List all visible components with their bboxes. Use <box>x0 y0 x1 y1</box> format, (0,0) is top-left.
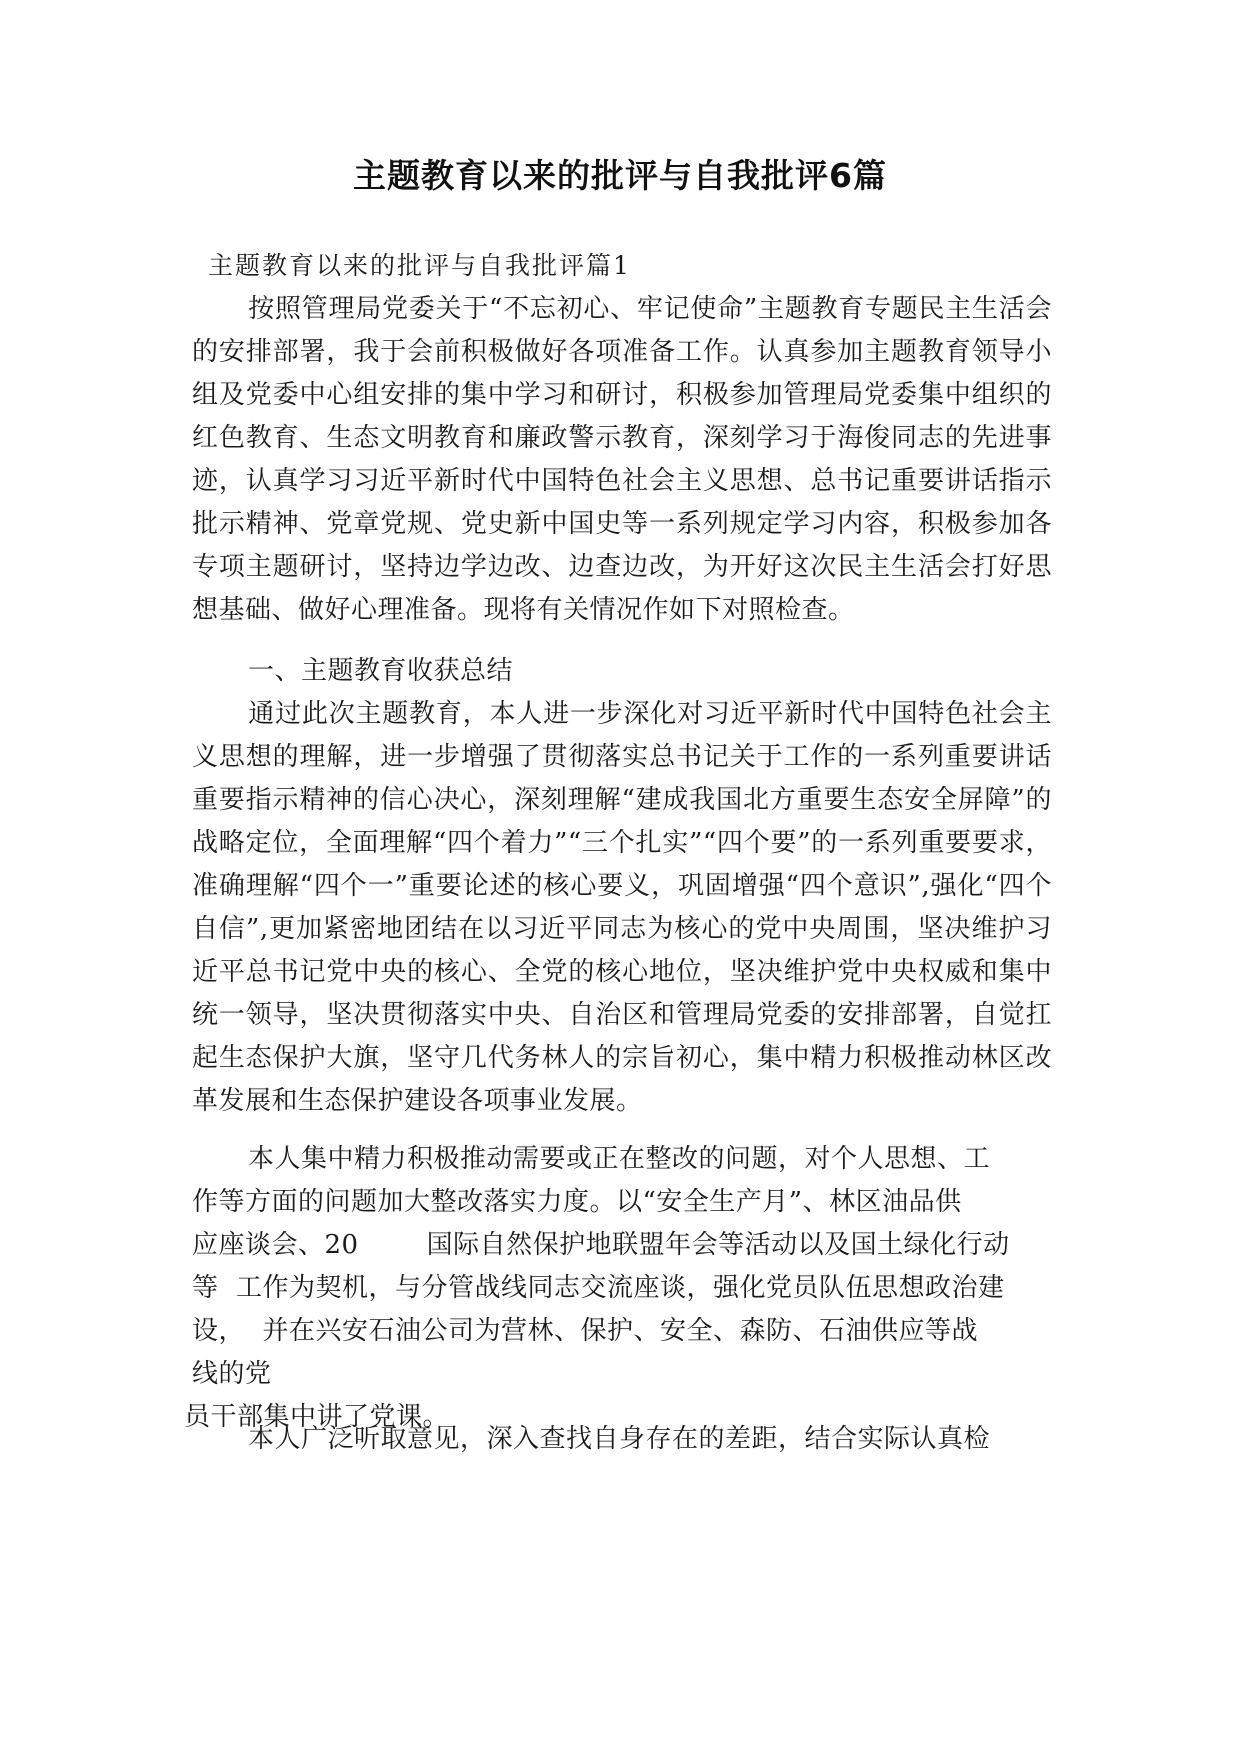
paragraph-4-text: 本人广泛听取意见，深入查找自身存在的差距，结合实际认真检 <box>248 1424 991 1454</box>
paragraph-3-line-3b: 国际自然保护地联盟年会等活动以及国土绿化行动 <box>426 1230 1010 1260</box>
section-subtitle: 主题教育以来的批评与自我批评篇1 <box>208 251 631 280</box>
paragraph-3-line-4: 等 工作为契机，与分管战线同志交流座谈，强化党员队伍思想政治建 <box>192 1273 1005 1303</box>
paragraph-1-text: 按照管理局党委关于“不忘初心、牢记使命”主题教育专题民主生活会的安排部署，我于会前积极做好各项准备工作。认真参加主题教育领导小组及党委中心组安排的集中学习和研讨，积极参加管理局党委集中组织的红色教育、生态文明教育和廉政警示教育，深刻学习于海俊同志的先进事迹，认真学习习近平新时代中国特色社会主义思想、总书记重要讲话指示批示精神、党章党规、党史新中国史等一系列规定学习内容，积极参加各专项主题研讨，坚持边学边改、边查边改，为开好这次民主生活会打好思想基础、做好心理准备。现将有关情况作如下对照检查。 <box>192 294 1052 625</box>
paragraph-4 <box>192 1418 1052 1461</box>
paragraph-2-text: 通过此次主题教育，本人进一步深化对习近平新时代中国特色社会主义思想的理解，进一步增强了贯彻落实总书记关于工作的一系列重要讲话重要指示精神的信心决心，深刻理解“建成我国北方重要生态安全屏障”的战略定位，全面理解“四个着力”“三个扎实”“四个要”的一系列重要要求，准确理解“四个一”重要论述的核心要义，巩固增强“四个意识”,强化“四个自信”,更加紧密地团结在以习近平同志为核心的党中央周围，坚决维护习近平总书记党中央的核心、全党的核心地位，坚决维护党中央权威和集中统一领导，坚决贯彻落实中央、自治区和管理局党委的安排部署，自觉扛起生态保护大旗，坚守几代务林人的宗旨初心，集中精力积极推动林区改革发展和生态保护建设各项事业发展。 <box>192 699 1052 1116</box>
section-heading-1: 一、主题教育收获总结 <box>248 656 514 686</box>
paragraph-3-line-5: 设， 并在兴安石油公司为营林、保护、安全、森防、石油供应等战 <box>192 1316 979 1346</box>
paragraph-3-line-1: 本人集中精力积极推动需要或正在整改的问题，对个人思想、工 <box>248 1144 991 1174</box>
document-title: 主题教育以来的批评与自我批评6篇 <box>353 156 887 195</box>
paragraph-3-line-2: 作等方面的问题加大整改落实力度。以“安全生产月”、林区油品供 <box>192 1187 962 1217</box>
paragraph-3-line-3a: 应座谈会、20 <box>192 1230 359 1260</box>
paragraph-1 <box>192 288 1052 632</box>
paragraph-3-line-7: 员干部集中讲了党课。 <box>184 1402 450 1432</box>
paragraph-3-line-6: 线的党 <box>192 1359 272 1389</box>
paragraph-2 <box>192 693 1052 1123</box>
paragraph-3 <box>184 1138 1052 1439</box>
